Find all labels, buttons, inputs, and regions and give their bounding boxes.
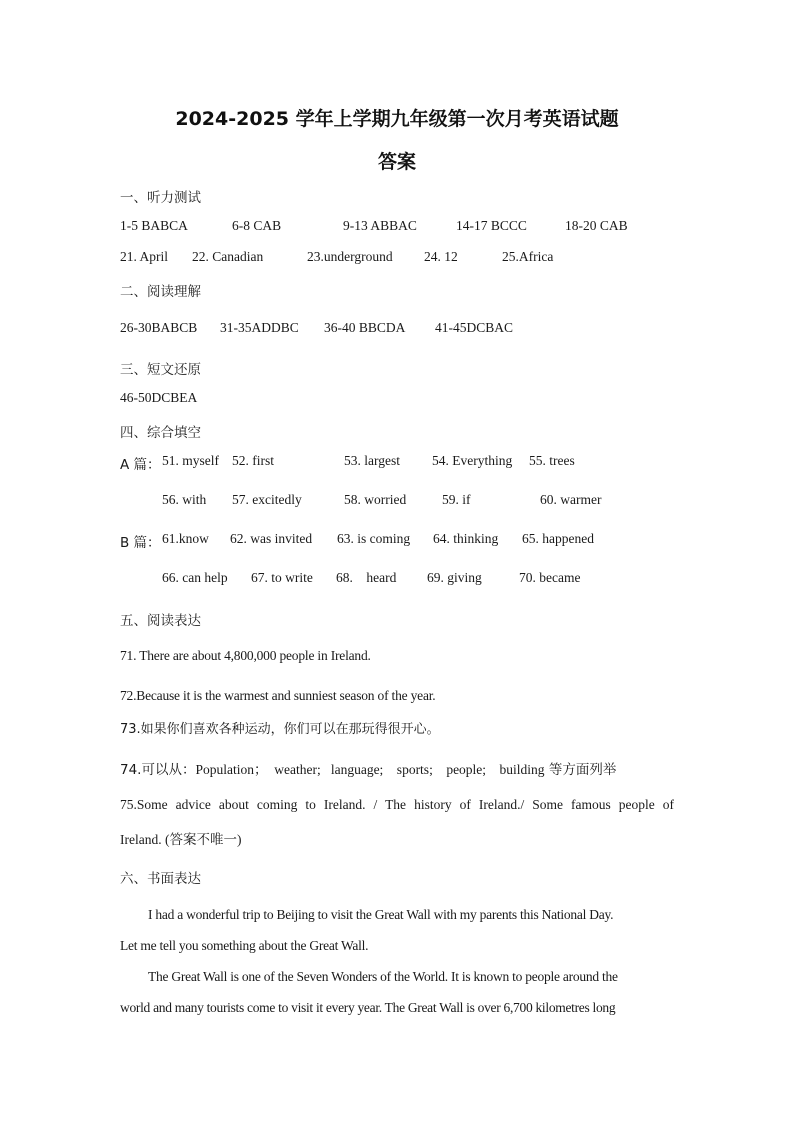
essay-paragraph-1-line-1: I had a wonderful trip to Beijing to visit the Great Wall with my parents this National Day. bbox=[148, 907, 614, 922]
answer-14-17: 14-17 BCCC bbox=[456, 218, 527, 233]
answer-1-5: 1-5 BABCA bbox=[120, 218, 188, 233]
answer-64: 64. thinking bbox=[433, 531, 499, 546]
answer-72: 72.Because it is the warmest and sunniest season of the year. bbox=[120, 688, 436, 703]
answer-66: 66. can help bbox=[162, 570, 228, 585]
answer-58: 58. worried bbox=[344, 492, 407, 507]
answer-23: 23.underground bbox=[307, 249, 393, 264]
page-title: 2024-2025 学年上学期九年级第一次月考英语试题 bbox=[175, 108, 619, 130]
page-subtitle: 答案 bbox=[377, 151, 416, 173]
answer-74-prefix: 74.可以从： bbox=[120, 762, 196, 778]
answer-67: 67. to write bbox=[251, 570, 313, 585]
answer-68: 68. heard bbox=[336, 570, 397, 585]
answer-62: 62. was invited bbox=[230, 531, 313, 546]
essay-paragraph-2-line-1: The Great Wall is one of the Seven Wonders of the World. It is known to people around the bbox=[148, 969, 618, 984]
section-cloze-heading: 四、综合填空 bbox=[120, 425, 201, 441]
answer-69: 69. giving bbox=[427, 570, 482, 585]
answer-22: 22. Canadian bbox=[192, 249, 264, 264]
answer-73: 73.如果你们喜欢各种运动，你们可以在那玩得很开心。 bbox=[120, 722, 440, 737]
answer-25: 25.Africa bbox=[502, 249, 554, 264]
answer-63: 63. is coming bbox=[337, 531, 411, 546]
essay-paragraph-1-line-2: Let me tell you something about the Great Wall. bbox=[120, 938, 369, 953]
answer-75-line-2: Ireland. (答案不唯一) bbox=[120, 832, 242, 847]
answer-55: 55. trees bbox=[529, 453, 575, 468]
answer-53: 53. largest bbox=[344, 453, 400, 468]
answer-21: 21. April bbox=[120, 249, 169, 264]
answer-74-items: Population； weather; language; sports; people; building bbox=[195, 762, 545, 777]
answer-59: 59. if bbox=[442, 492, 471, 507]
answer-6-8: 6-8 CAB bbox=[232, 218, 282, 233]
part-b-label: B 篇： bbox=[120, 535, 161, 551]
answer-74 bbox=[120, 758, 616, 778]
answer-9-13: 9-13 ABBAC bbox=[343, 218, 417, 233]
answer-57: 57. excitedly bbox=[232, 492, 302, 507]
answer-36-40: 36-40 BBCDA bbox=[324, 320, 406, 335]
section-writing-heading: 六、书面表达 bbox=[120, 871, 201, 887]
answer-31-35: 31-35ADDBC bbox=[220, 320, 299, 335]
answer-54: 54. Everything bbox=[432, 453, 513, 468]
answer-24: 24. 12 bbox=[424, 249, 458, 264]
answer-65: 65. happened bbox=[522, 531, 594, 546]
answer-74-suffix: 等方面列举 bbox=[544, 762, 617, 778]
answer-46-50: 46-50DCBEA bbox=[120, 390, 198, 405]
section-reading-expression-heading: 五、阅读表达 bbox=[120, 613, 201, 629]
answer-75-line-1: 75.Some advice about coming to Ireland. / The history of Ireland./ Some famous people of bbox=[120, 797, 674, 812]
answer-41-45: 41-45DCBAC bbox=[435, 320, 514, 335]
essay-paragraph-2-line-2: world and many tourists come to visit it every year. The Great Wall is over 6,700 kilometres long bbox=[120, 1000, 616, 1015]
answer-56: 56. with bbox=[162, 492, 207, 507]
answer-52: 52. first bbox=[232, 453, 274, 468]
answer-18-20: 18-20 CAB bbox=[565, 218, 628, 233]
answer-61: 61.know bbox=[162, 531, 209, 546]
section-passage-restore-heading: 三、短文还原 bbox=[120, 362, 201, 378]
answer-51: 51. myself bbox=[162, 453, 219, 468]
answer-60: 60. warmer bbox=[540, 492, 602, 507]
answer-71: 71. There are about 4,800,000 people in Ireland. bbox=[120, 648, 371, 663]
section-listening-heading: 一、听力测试 bbox=[120, 190, 201, 206]
part-a-label: A 篇： bbox=[120, 457, 161, 473]
answer-70: 70. became bbox=[519, 570, 581, 585]
section-reading-heading: 二、阅读理解 bbox=[120, 284, 201, 300]
answer-26-30: 26-30BABCB bbox=[120, 320, 198, 335]
